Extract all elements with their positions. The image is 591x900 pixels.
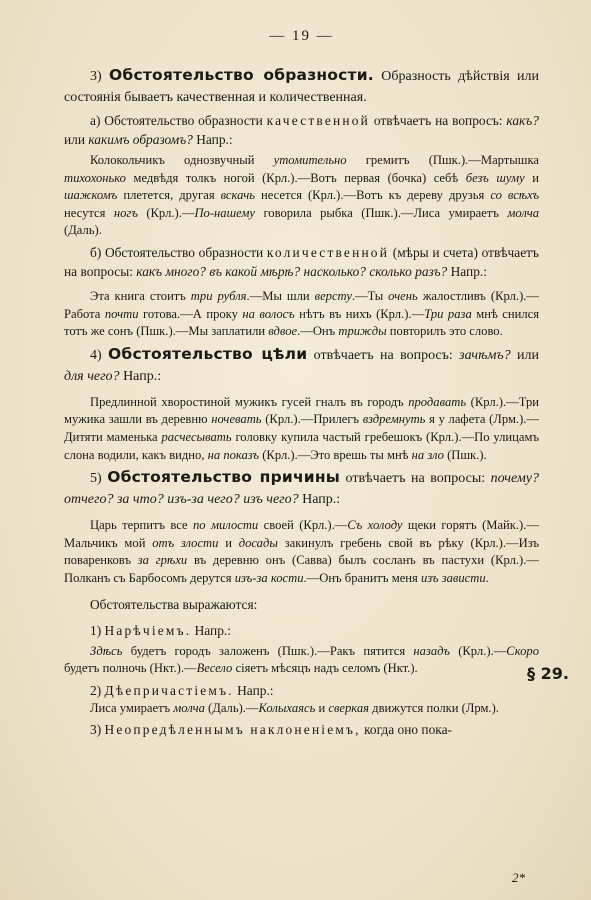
example-text: готова.—А проку: [138, 306, 243, 321]
example-italic-word: Три раза: [424, 306, 472, 321]
example-italic-word: за грѣхи: [137, 553, 188, 568]
example-text: мнѣ снился тотъ же сонъ (Пшк.).—Мы заплатили: [64, 306, 539, 339]
example-italic-word: шажкомъ: [64, 188, 118, 203]
question-in-what-way: какимъ образомъ?: [88, 132, 193, 147]
example-text: будетъ городъ заложенъ (Пшк.).—Ракъ пятится: [122, 643, 414, 658]
example-text: (Даль).: [64, 223, 102, 238]
examples-adverb: [64, 643, 539, 678]
example-text: .—Онъ: [297, 324, 339, 339]
example-text: (Крл.).—: [449, 643, 507, 658]
example-italic-word: продавать: [408, 394, 467, 409]
example-text: говорила рыбка (Пшк.).—Лиса умираетъ: [254, 205, 508, 220]
cause-questions: почему? отчего? за что? изъ-за чего? изъ чего?: [64, 471, 539, 508]
section-4-title: Обстоятельство цѣли: [108, 344, 308, 363]
example-text: гремитъ (Пшк.).—Мартышка: [346, 153, 539, 167]
example-italic-word: на зло: [411, 447, 444, 462]
section-3-number: 3): [90, 69, 102, 84]
example-text: и: [524, 170, 539, 185]
example-text: въ деревню онъ (Савва) былъ сосланъ въ пастухи (Крл.).—Полканъ съ Барбосомъ дерутся: [64, 553, 539, 585]
example-text: Эта книга стоитъ: [90, 288, 191, 303]
example-text: (Крл.).—: [137, 205, 195, 220]
example-italic-word: вздремнуть: [362, 412, 426, 427]
example-text: закинулъ гребень свой въ рѣку (Крл.).—Изъ поваренковъ: [64, 535, 539, 568]
example-text: медвѣдя толкъ ногой (Крл.).—Вотъ первая (бочка) себѣ: [125, 170, 466, 185]
example-italic-word: тихохонько: [64, 170, 126, 185]
example-text: (Пшк.).: [443, 447, 487, 462]
expressed-by-intro: Обстоятельства выражаются:: [90, 596, 258, 612]
example-text: Колокольчикъ однозвучный: [90, 153, 274, 167]
example-italic-word: изъ-за кости: [234, 570, 304, 585]
example-text: (Даль).—: [204, 700, 259, 715]
section-3-title: Обстоятельство образности.: [109, 66, 374, 84]
example-text: несутся: [64, 205, 114, 220]
example-italic-word: по милости: [192, 518, 259, 533]
example-text: (Крл.).—Прилегъ: [261, 412, 363, 427]
example-text: нѣтъ въ нихъ (Крл.).—: [294, 306, 425, 321]
example-italic-word: молча: [173, 700, 205, 715]
examples-gerund: [64, 700, 539, 718]
examples-qualitative: [64, 152, 539, 240]
example-italic-word: ночевать: [211, 412, 262, 427]
example-text: (Крл.).—Три мужика зашли въ деревню: [64, 394, 539, 427]
example-italic-word: утомительно: [273, 153, 347, 167]
section-3-heading: [64, 65, 539, 108]
example-italic-word: молча: [507, 205, 539, 220]
example-italic-word: Здѣсь: [90, 643, 123, 658]
examples-purpose: [64, 394, 539, 464]
example-italic-word: со всѣхъ: [490, 188, 539, 203]
subsection-a-definition: а) Обстоятельство образности качественной отвѣчаетъ на вопросъ: какъ? или какимъ образомъ? Напр.:: [64, 113, 539, 147]
example-italic-word: Весело: [196, 661, 233, 676]
example-italic-word: Скоро: [506, 643, 539, 658]
item-2-gerund: 2) Дѣепричастіемъ. Напр.:: [90, 682, 274, 698]
infinitive-term: Неопредѣленнымъ наклоненіемъ,: [104, 722, 361, 738]
example-italic-word: на показъ: [207, 447, 260, 462]
example-text: Лиса умираетъ: [90, 700, 174, 715]
example-italic-word: три рубля: [190, 288, 247, 303]
example-text: будетъ полночь (Нкт.).—: [64, 661, 197, 676]
section-5-heading: 5) Обстоятельство причины отвѣчаетъ на вопросы: почему? отчего? за что? изъ-за чего? изъ чего? Напр.:: [64, 468, 539, 508]
example-italic-word: сверкая: [328, 700, 370, 715]
example-text: повторилъ это слово.: [386, 324, 503, 339]
signature-mark: 2*: [512, 870, 525, 885]
example-italic-word: безъ шуму: [465, 170, 525, 185]
example-italic-word: ногъ: [113, 205, 138, 220]
adverb-term: Нарѣчіемъ.: [104, 622, 192, 638]
example-italic-word: почти: [104, 306, 139, 321]
examples-cause: [64, 517, 539, 587]
qualitative-term: качественной: [266, 113, 370, 128]
question-why-purpose: зачѣмъ?: [459, 347, 511, 363]
question-for-what: для чего?: [64, 368, 120, 384]
example-italic-word: назадъ: [413, 643, 450, 658]
example-text: .—Мы шли: [246, 288, 315, 303]
example-text: я у лафета (Лрм.).—Дитяти маменька: [64, 412, 540, 444]
example-italic-word: изъ зависти: [420, 570, 486, 585]
example-italic-word: Колыхаясь: [258, 700, 316, 715]
section-5-title: Обстоятельство причины: [107, 468, 340, 487]
question-how: какъ?: [506, 113, 539, 128]
example-text: и: [315, 700, 329, 715]
example-text: .—Ты: [351, 288, 389, 303]
example-text: .—Онъ бранитъ меня: [303, 570, 421, 585]
example-italic-word: отъ злости: [152, 535, 219, 550]
section-4-number: 4): [90, 347, 102, 363]
section-5-number: 5): [90, 471, 102, 487]
example-italic-word: По-нашему: [194, 205, 255, 220]
quantitative-questions: какъ много? въ какой мѣрѣ? насколько? сколько разъ?: [136, 263, 448, 279]
section-3-intro: Образность дѣйствія или состоянія бываетъ качественная и количественная.: [64, 69, 540, 105]
example-text: плетется, другая: [117, 188, 221, 203]
example-text: (Крл.).—Это врешь ты мнѣ: [259, 447, 412, 462]
item-1-adverb: 1) Нарѣчіемъ. Напр.:: [90, 622, 231, 638]
example-text: Царь терпитъ все: [90, 518, 193, 533]
section-mark: § 29.: [527, 664, 569, 683]
example-text: щеки горятъ (Майк.).—Мальчикъ мой: [64, 518, 539, 550]
page-number: — 19 —: [269, 28, 334, 44]
section-4-heading: 4) Обстоятельство цѣли отвѣчаетъ на вопросъ: зачѣмъ? или для чего? Напр.:: [64, 344, 540, 384]
example-italic-word: вскачь: [220, 188, 255, 203]
example-text: жалостливъ (Крл.).—Работа: [64, 288, 540, 321]
example-italic-word: Съ холоду: [347, 518, 403, 533]
example-italic-word: расчесывать: [161, 429, 232, 444]
example-text: головку купила частый гребешокъ (Крл.).—По улицамъ слона водили, какъ видно,: [64, 429, 539, 462]
gerund-term: Дѣепричастіемъ.: [104, 682, 234, 698]
example-italic-word: вдвое: [268, 324, 298, 339]
example-text: несется (Крл.).—Вотъ къ дереву друзья: [254, 188, 491, 203]
example-italic-word: трижды: [338, 324, 387, 339]
example-text: движутся полки (Лрм.).: [369, 700, 499, 715]
example-italic-word: досады: [238, 535, 278, 550]
subsection-b-definition: б) Обстоятельство образности количественной (мѣры и счета) отвѣчаетъ на вопросы: какъ много? въ какой мѣрѣ? насколько? сколько разъ? Напр.:: [64, 244, 539, 279]
example-text: своей (Крл.).—: [258, 518, 348, 533]
quantitative-term: количественной: [266, 244, 390, 260]
examples-quantitative: [64, 288, 539, 341]
example-italic-word: на волосъ: [242, 306, 295, 321]
example-italic-word: версту: [314, 288, 352, 303]
example-italic-word: очень: [388, 288, 418, 303]
example-text: сіяетъ мѣсяцъ надъ селомъ (Нкт.).: [232, 661, 418, 676]
item-3-infinitive: 3) Неопредѣленнымъ наклоненіемъ, когда оно пока-: [90, 722, 452, 738]
example-text: Предлинной хворостиной мужикъ гусей гналъ въ городъ: [90, 394, 409, 409]
example-text: .: [485, 570, 489, 585]
example-text: и: [218, 535, 239, 550]
